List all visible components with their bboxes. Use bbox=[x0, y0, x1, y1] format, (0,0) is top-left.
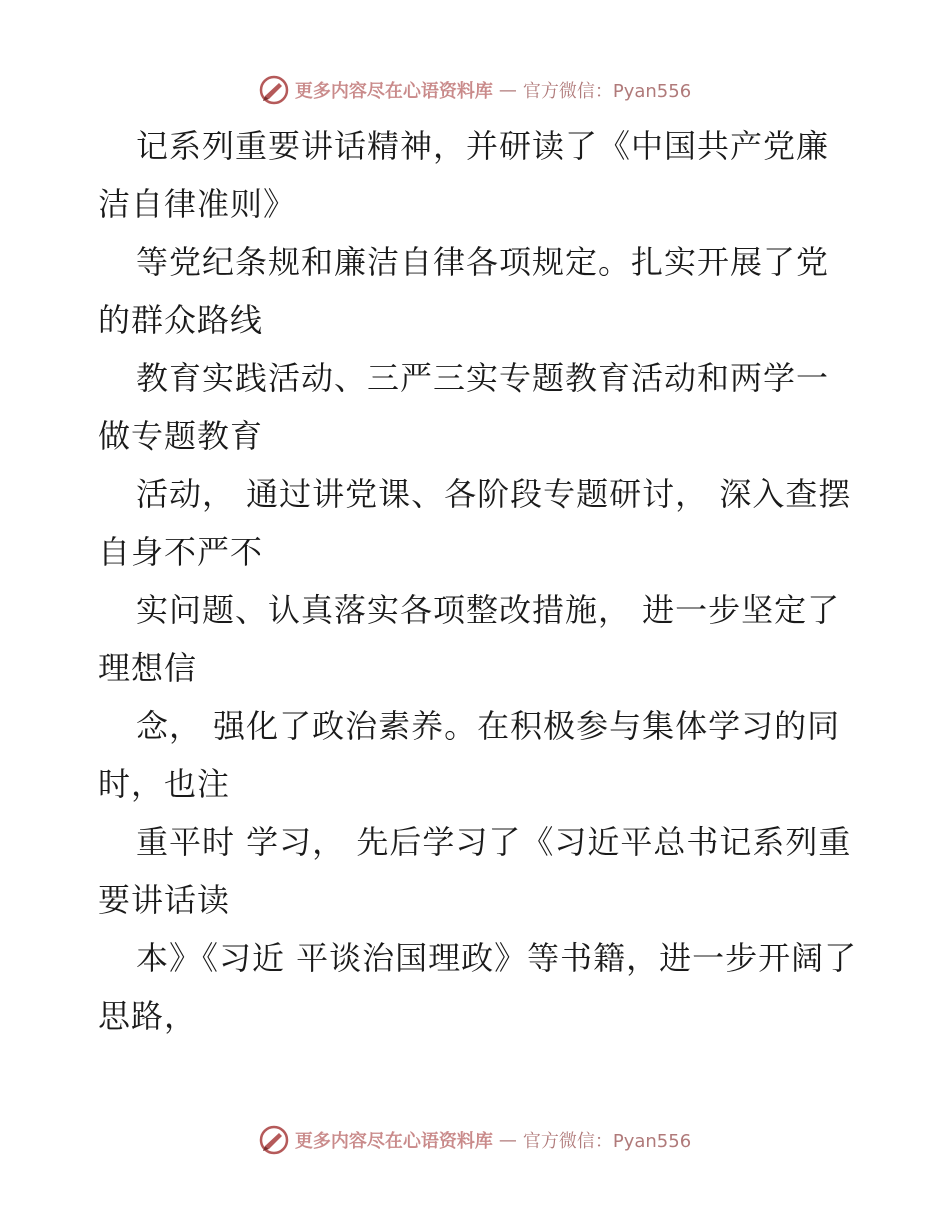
watermark-main-text: 更多内容尽在心语资料库 bbox=[294, 1131, 493, 1152]
paragraph: 活动， 通过讲党课、各阶段专题研讨， 深入查摆自身不严不 bbox=[98, 475, 852, 571]
paragraph: 教育实践活动、三严三实专题教育活动和两学一做专题教育 bbox=[98, 359, 830, 455]
footer-watermark bbox=[0, 1120, 950, 1160]
watermark-wechat-text: 官方微信：Pyan556 bbox=[522, 1131, 692, 1152]
document-body bbox=[98, 117, 858, 1045]
watermark-wechat-text: 官方微信：Pyan556 bbox=[522, 81, 692, 102]
watermark-dash: — bbox=[498, 1129, 517, 1151]
watermark-main-text: 更多内容尽在心语资料库 bbox=[294, 81, 493, 102]
header-watermark bbox=[0, 70, 950, 110]
paragraph: 重平时 学习， 先后学习了《习近平总书记系列重要讲话读 bbox=[98, 823, 852, 919]
pen-logo-icon bbox=[259, 75, 289, 105]
paragraph: 本》《习近 平谈治国理政》等书籍，进一步开阔了思路， bbox=[98, 939, 858, 1035]
paragraph: 记系列重要讲话精神，并研读了《中国共产党廉洁自律准则》 bbox=[98, 127, 830, 223]
pen-logo-icon bbox=[259, 1125, 289, 1155]
watermark-dash: — bbox=[498, 79, 517, 101]
paragraph: 实问题、认真落实各项整改措施， 进一步坚定了理想信 bbox=[98, 591, 841, 687]
paragraph: 等党纪条规和廉洁自律各项规定。扎实开展了党的群众路线 bbox=[98, 243, 830, 339]
paragraph: 念， 强化了政治素养。在积极参与集体学习的同时，也注 bbox=[98, 707, 841, 803]
